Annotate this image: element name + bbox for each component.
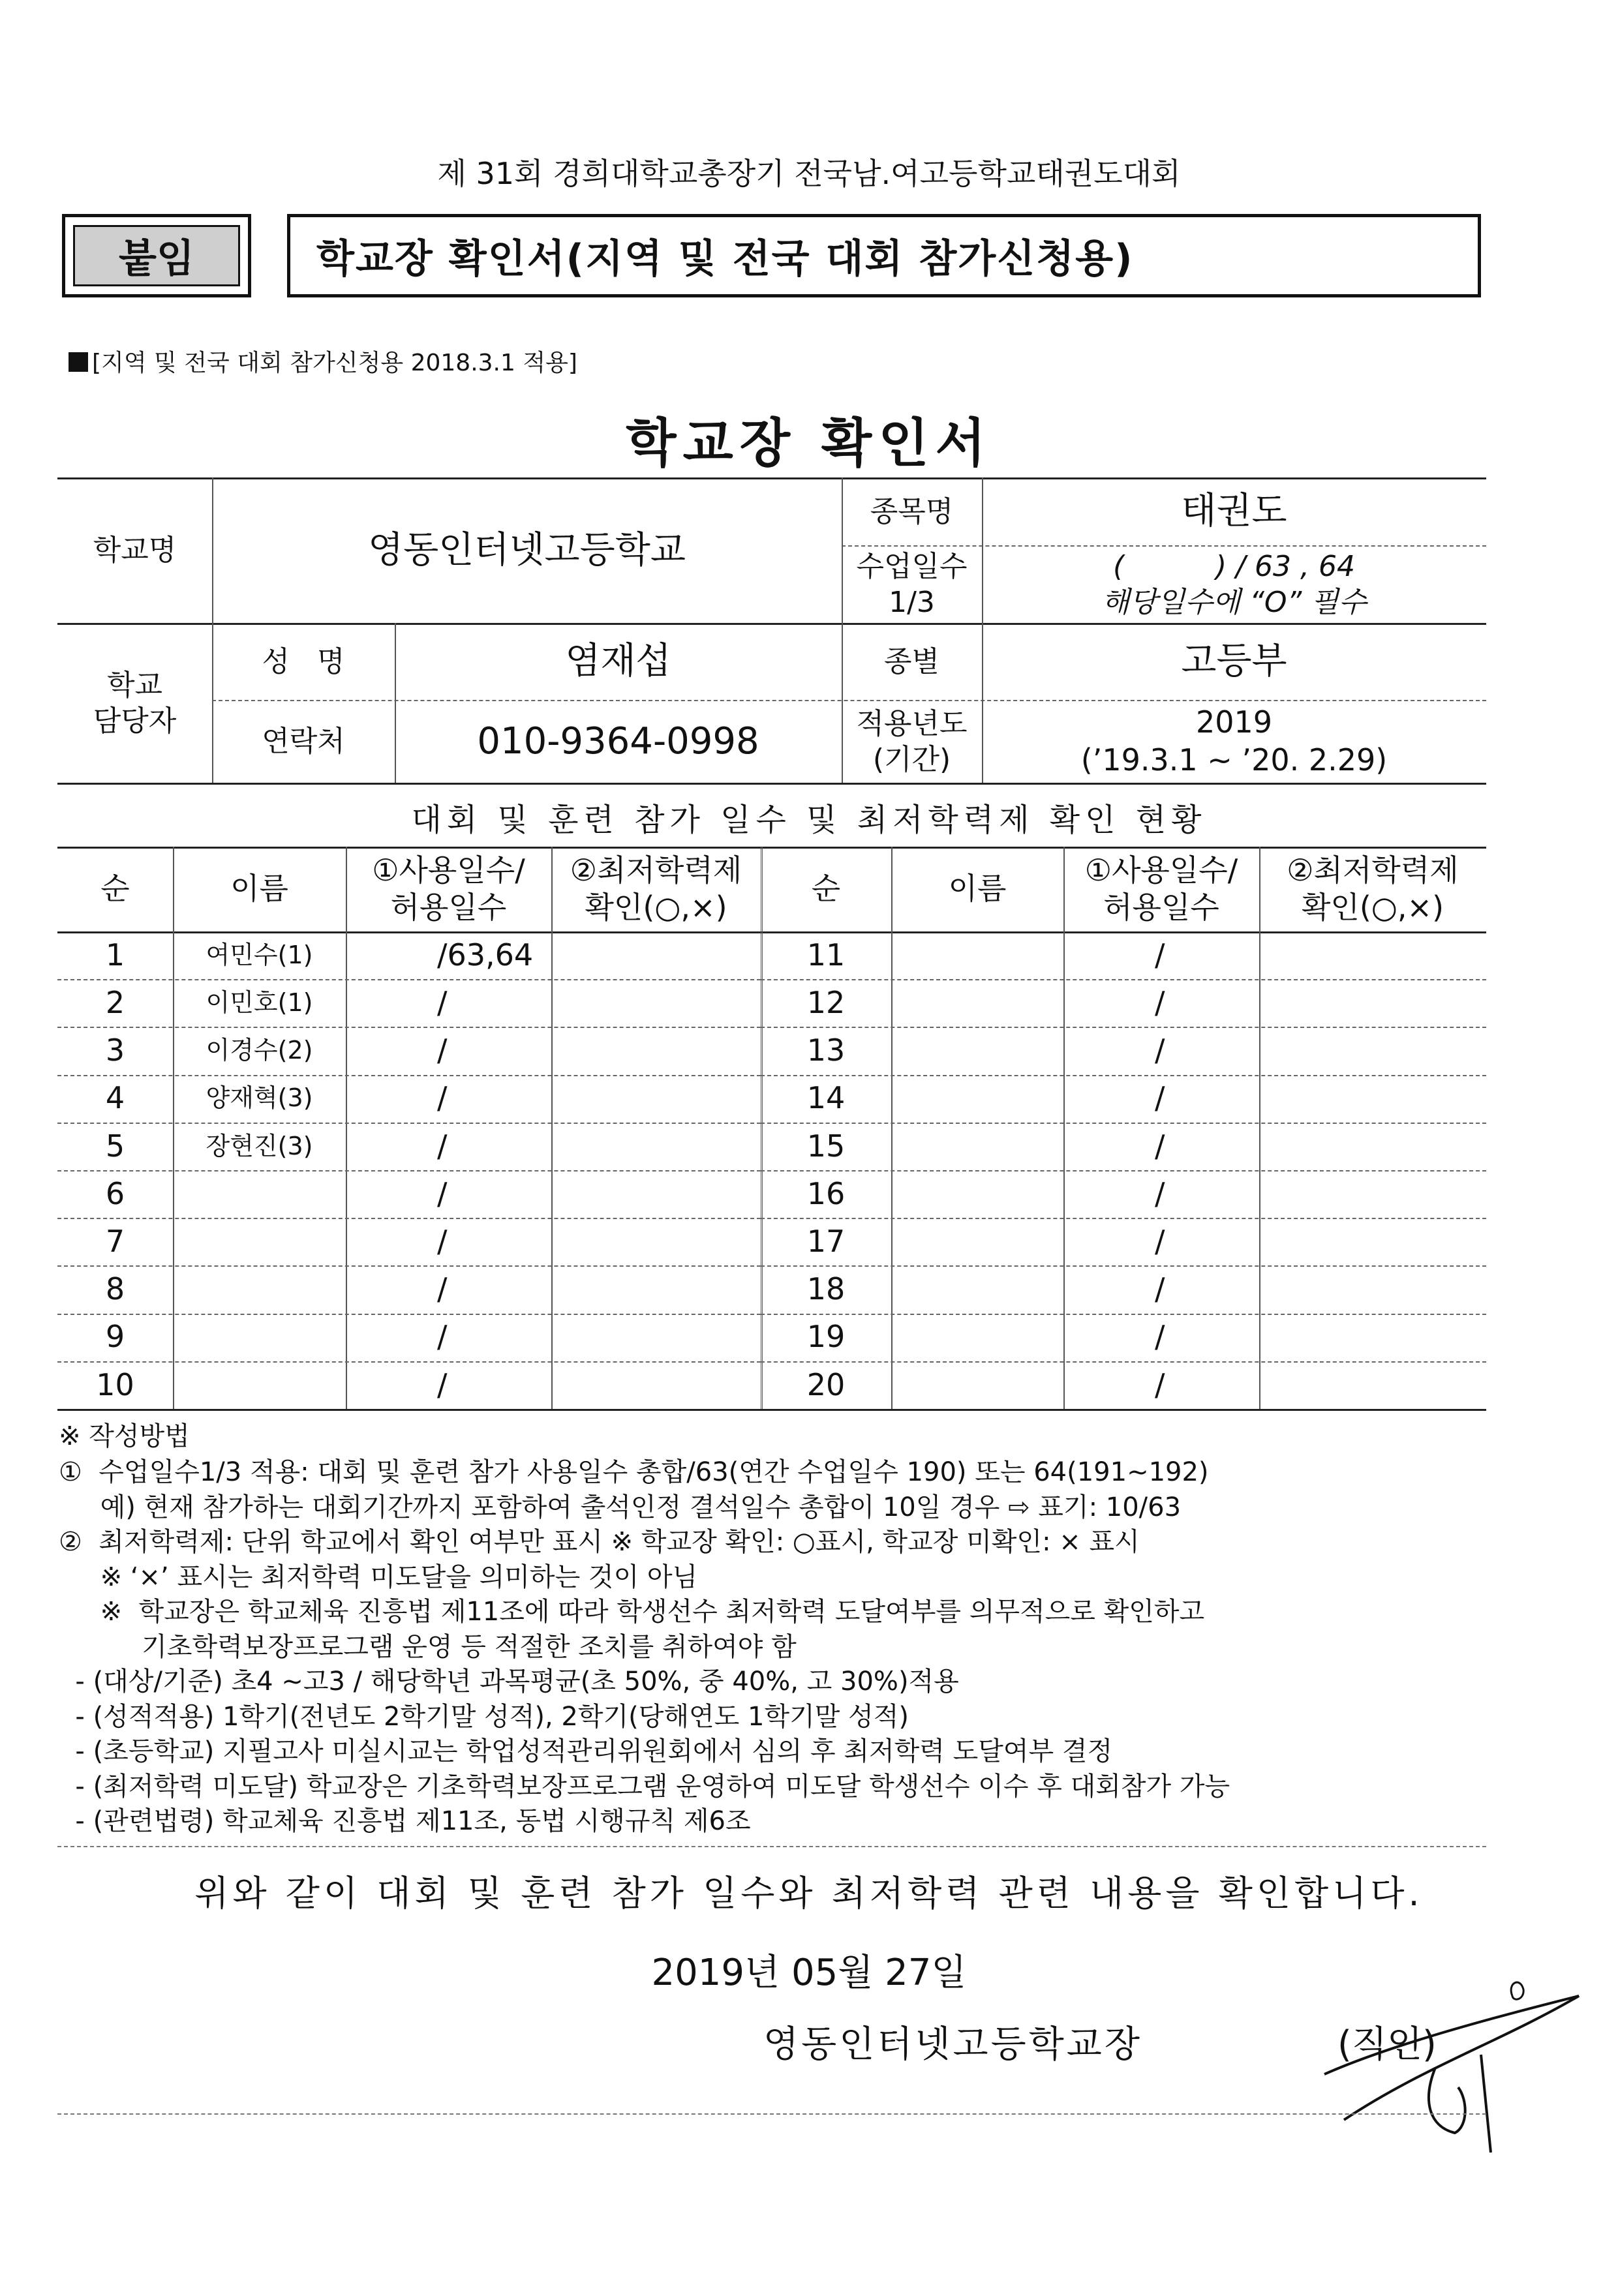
header-name: 이름	[230, 871, 288, 907]
rule	[57, 1409, 1486, 1411]
row-days: /	[1155, 937, 1165, 973]
row-days: /	[1155, 1271, 1165, 1307]
header-days-line1: ①사용일수/	[1084, 852, 1238, 888]
row-name: 양재혁(3)	[206, 1083, 313, 1113]
school-label: 학교명	[93, 534, 177, 567]
divider	[57, 1846, 1486, 1847]
sport-label: 종목명	[870, 494, 954, 528]
header-check	[551, 847, 761, 931]
attachment-tag-label: 붙임	[73, 225, 240, 286]
section-title: 대회 및 훈련 참가 일수 및 최저학력제 확인 현황	[411, 802, 1207, 838]
row-number: 17	[806, 1224, 846, 1260]
seal-label: (직인)	[1337, 2023, 1437, 2066]
note-line: - (대상/기준) 초4 ~고3 / 해당학년 과목평균(초 50%, 중 40%, 고 30%)적용	[59, 1667, 959, 1697]
note-line: - (성적적용) 1학기(전년도 2학기말 성적), 2학기(당해연도 1학기말 성적)	[59, 1701, 909, 1732]
row-name	[173, 1314, 346, 1361]
row-days: /	[437, 1367, 448, 1402]
year-label-line2: (기간)	[872, 742, 951, 776]
note-line: ② 최저학력제: 단위 학교에서 확인 여부만 표시 ※ 학교장 확인: ○표시, 학교장 미확인: × 표시	[59, 1527, 1140, 1557]
row-number: 3	[105, 1033, 125, 1068]
header-check-line1: ②최저학력제	[570, 852, 742, 888]
row-name	[891, 1027, 1063, 1074]
note-line: 기초학력보장프로그램 운영 등 적절한 조치를 취하여야 함	[59, 1631, 797, 1662]
year-label	[842, 700, 982, 783]
class-days-value	[982, 545, 1486, 623]
header-days-right	[1063, 847, 1259, 931]
class-days-label-line1: 수업일수	[856, 549, 968, 583]
name-label: 성 명	[262, 644, 345, 678]
row-check	[551, 1075, 761, 1123]
sub-note	[69, 344, 577, 378]
row-check	[1259, 1027, 1486, 1074]
year-value	[982, 700, 1486, 783]
row-name: 장현진(3)	[206, 1131, 313, 1160]
row-name	[173, 1265, 346, 1313]
row-check	[1259, 1361, 1486, 1409]
row-days: /	[437, 1319, 448, 1355]
header-check-right	[1259, 847, 1486, 931]
header-no: 순	[100, 871, 130, 907]
row-name: 여민수(1)	[206, 940, 313, 969]
row-name: 이경수(2)	[206, 1036, 313, 1065]
row-number: 15	[806, 1128, 846, 1164]
row-number: 8	[105, 1271, 125, 1307]
contact-label: 연락처	[262, 725, 345, 758]
row-check	[551, 1123, 761, 1170]
row-number: 16	[806, 1175, 846, 1211]
row-check	[551, 931, 761, 979]
note-line: 예) 현재 참가하는 대회기간까지 포함하여 출석인정 결석일수 총합이 10일 경우 ⇨ 표기: 10/63	[59, 1492, 1182, 1522]
class-days-label-line2: 1/3	[889, 585, 935, 619]
row-number: 1	[105, 937, 125, 973]
date: 2019년 05월 27일	[651, 1952, 967, 1994]
row-days: /	[437, 1128, 448, 1164]
division-value: 고등부	[1181, 640, 1287, 682]
row-number: 20	[806, 1367, 846, 1402]
year-value-line1: 2019	[1195, 704, 1273, 740]
header-check-line2: 확인(○,×)	[1301, 890, 1444, 925]
note-line: - (최저학력 미도달) 학교장은 기초학력보장프로그램 운영하여 미도달 학생선수 이수 후 대회참가 가능	[59, 1771, 1230, 1802]
sport-value: 태권도	[1181, 490, 1287, 532]
row-days: /	[1155, 1080, 1165, 1116]
manager-label	[57, 623, 212, 783]
class-days-label	[842, 545, 982, 623]
row-days: /	[437, 1033, 448, 1068]
manager-name: 염재섭	[565, 640, 671, 682]
row-days: /	[1155, 1367, 1165, 1402]
row-check	[1259, 979, 1486, 1027]
row-number: 6	[105, 1175, 125, 1211]
row-name	[891, 979, 1063, 1027]
header-days-line2: 허용일수	[1103, 890, 1219, 925]
row-days: /	[437, 1080, 448, 1116]
row-name	[173, 1361, 346, 1409]
row-number: 11	[806, 937, 846, 973]
row-days: /	[437, 1271, 448, 1307]
note-line: ※ ‘×’ 표시는 최저학력 미도달을 의미하는 것이 아님	[59, 1562, 698, 1592]
header-check-line2: 확인(○,×)	[585, 890, 727, 925]
attachment-tag	[62, 214, 251, 297]
row-check	[551, 1170, 761, 1218]
header-days	[346, 847, 551, 931]
row-days: /63,64	[437, 937, 534, 973]
row-days: /	[437, 985, 448, 1021]
row-check	[1259, 931, 1486, 979]
row-number: 2	[105, 985, 125, 1021]
header-days-line2: 허용일수	[390, 890, 507, 925]
row-number: 12	[806, 985, 846, 1021]
class-days-note: 해당일수에 “O” 필수	[1101, 585, 1367, 619]
note-line: ① 수업일수1/3 적용: 대회 및 훈련 참가 사용일수 총합/63(연간 수업일수 190) 또는 64(191~192)	[59, 1457, 1209, 1487]
contact-value: 010-9364-0998	[477, 719, 759, 763]
class-days-fraction: ( ) / 63 , 64	[1113, 549, 1355, 583]
row-days: /	[1155, 985, 1165, 1021]
row-check	[551, 1027, 761, 1074]
divider	[57, 2113, 1486, 2115]
row-number: 18	[806, 1271, 846, 1307]
row-name	[891, 1361, 1063, 1409]
year-label-line1: 적용년도	[856, 706, 968, 740]
header-no-right: 순	[811, 871, 841, 907]
rule	[57, 783, 1486, 785]
signature	[1305, 1970, 1605, 2166]
row-number: 5	[105, 1128, 125, 1164]
sub-note-text: [지역 및 전국 대회 참가신청용 2018.3.1 적용]	[92, 350, 577, 376]
row-check	[551, 1314, 761, 1361]
row-check	[551, 1218, 761, 1265]
row-days: /	[1155, 1224, 1165, 1260]
row-name	[891, 1075, 1063, 1123]
confirmation-statement: 위와 같이 대회 및 훈련 참가 일수와 최저학력 관련 내용을 확인합니다.	[194, 1873, 1424, 1914]
row-days: /	[1155, 1319, 1165, 1355]
row-check	[551, 1361, 761, 1409]
row-name	[173, 1170, 346, 1218]
row-days: /	[1155, 1033, 1165, 1068]
manager-label-line2: 담당자	[93, 704, 177, 738]
row-number: 13	[806, 1033, 846, 1068]
header-days-line1: ①사용일수/	[372, 852, 525, 888]
event-title: 제 31회 경희대학교총장기 전국남.여고등학교태권도대회	[437, 156, 1181, 191]
row-check	[551, 979, 761, 1027]
row-number: 4	[105, 1080, 125, 1116]
row-check	[551, 1265, 761, 1313]
row-days: /	[437, 1224, 448, 1260]
row-days: /	[1155, 1175, 1165, 1211]
row-check	[1259, 1075, 1486, 1123]
row-name	[891, 1123, 1063, 1170]
row-number: 10	[96, 1367, 134, 1402]
row-name	[891, 1218, 1063, 1265]
row-days: /	[437, 1175, 448, 1211]
row-number: 14	[806, 1080, 846, 1116]
row-name	[891, 1265, 1063, 1313]
row-name	[891, 1314, 1063, 1361]
school-name: 영동인터넷고등학교	[368, 528, 686, 571]
row-days: /	[1155, 1128, 1165, 1164]
row-name	[891, 931, 1063, 979]
row-number: 7	[105, 1224, 125, 1260]
year-value-line2: (’19.3.1 ~ ’20. 2.29)	[1080, 742, 1388, 778]
row-check	[1259, 1123, 1486, 1170]
row-check	[1259, 1314, 1486, 1361]
division-label: 종별	[883, 644, 939, 678]
square-bullet-icon	[69, 352, 88, 372]
notes-heading: ※ 작성방법	[59, 1421, 190, 1451]
row-name: 이민호(1)	[206, 988, 313, 1018]
row-name	[891, 1170, 1063, 1218]
header-name-right: 이름	[948, 871, 1007, 907]
main-title: 학교장 확인서	[626, 413, 992, 474]
row-check	[1259, 1265, 1486, 1313]
manager-label-line1: 학교	[106, 668, 162, 702]
document-title: 학교장 확인서(지역 및 전국 대회 참가신청용)	[287, 214, 1481, 297]
note-line: - (관련법령) 학교체육 진흥법 제11조, 동법 시행규칙 제6조	[59, 1806, 751, 1836]
header-check-line1: ②최저학력제	[1287, 852, 1459, 888]
row-name	[173, 1218, 346, 1265]
note-line: - (초등학교) 지필고사 미실시교는 학업성적관리위원회에서 심의 후 최저학력 도달여부 결정	[59, 1736, 1113, 1766]
row-check	[1259, 1170, 1486, 1218]
row-number: 9	[105, 1319, 125, 1355]
principal-name: 영동인터넷고등학교장	[763, 2023, 1142, 2066]
note-line: ※ 학교장은 학교체육 진흥법 제11조에 따라 학생선수 최저학력 도달여부를 의무적으로 확인하고	[59, 1597, 1205, 1627]
row-number: 19	[806, 1319, 846, 1355]
row-check	[1259, 1218, 1486, 1265]
